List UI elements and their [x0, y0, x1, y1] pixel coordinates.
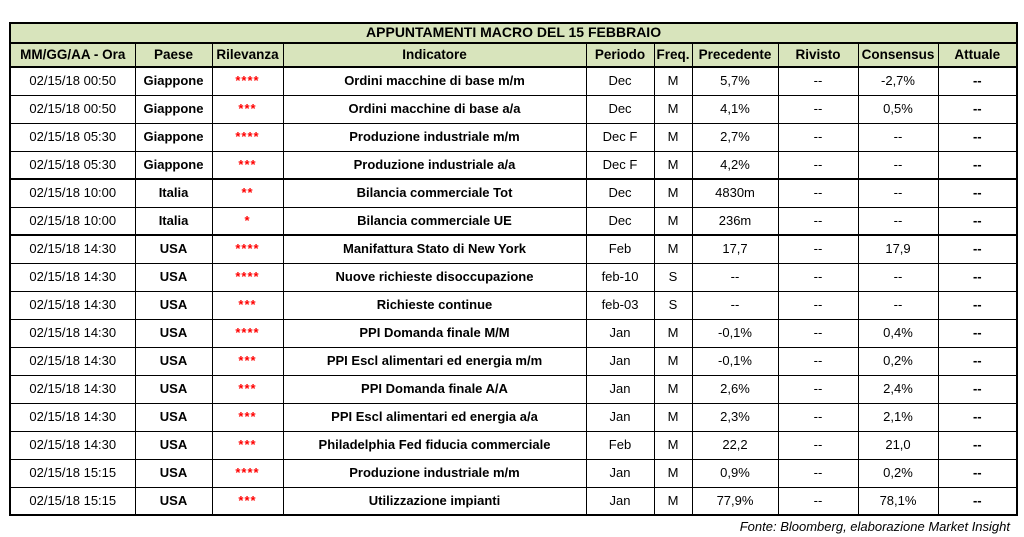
cell-relevance: **	[212, 179, 283, 207]
cell-relevance: ****	[212, 263, 283, 291]
cell-indicator: Ordini macchine di base a/a	[283, 95, 586, 123]
cell-consensus: 0,2%	[858, 459, 938, 487]
cell-period: Jan	[586, 459, 654, 487]
table-row	[10, 431, 1017, 459]
cell-period: Dec	[586, 95, 654, 123]
cell-period: feb-03	[586, 291, 654, 319]
col-header-consensus: Consensus	[858, 43, 938, 67]
cell-period: Dec F	[586, 151, 654, 179]
cell-revised: --	[778, 95, 858, 123]
cell-country: Italia	[135, 179, 212, 207]
cell-freq: S	[654, 291, 692, 319]
cell-period: Dec	[586, 207, 654, 235]
cell-country: USA	[135, 291, 212, 319]
cell-previous: 236m	[692, 207, 778, 235]
table-row	[10, 95, 1017, 123]
cell-indicator: Bilancia commerciale UE	[283, 207, 586, 235]
col-header-period: Periodo	[586, 43, 654, 67]
cell-actual: --	[938, 403, 1017, 431]
cell-freq: M	[654, 235, 692, 263]
cell-revised: --	[778, 319, 858, 347]
col-header-indicator: Indicatore	[283, 43, 586, 67]
cell-indicator: Nuove richieste disoccupazione	[283, 263, 586, 291]
cell-consensus: --	[858, 207, 938, 235]
cell-previous: --	[692, 291, 778, 319]
table-row	[10, 151, 1017, 179]
cell-revised: --	[778, 347, 858, 375]
cell-actual: --	[938, 319, 1017, 347]
cell-previous: 22,2	[692, 431, 778, 459]
table-row	[10, 403, 1017, 431]
cell-actual: --	[938, 151, 1017, 179]
table-row	[10, 207, 1017, 235]
table-row	[10, 375, 1017, 403]
cell-revised: --	[778, 235, 858, 263]
cell-indicator: Produzione industriale m/m	[283, 459, 586, 487]
cell-period: Jan	[586, 319, 654, 347]
cell-consensus: 17,9	[858, 235, 938, 263]
table-row	[10, 487, 1017, 515]
cell-indicator: Utilizzazione impianti	[283, 487, 586, 515]
cell-freq: M	[654, 431, 692, 459]
cell-indicator: Manifattura Stato di New York	[283, 235, 586, 263]
cell-freq: S	[654, 263, 692, 291]
cell-consensus: --	[858, 123, 938, 151]
cell-datetime: 02/15/18 05:30	[10, 123, 135, 151]
col-header-revised: Rivisto	[778, 43, 858, 67]
col-header-freq: Freq.	[654, 43, 692, 67]
cell-actual: --	[938, 459, 1017, 487]
cell-relevance: *	[212, 207, 283, 235]
macro-calendar-table	[9, 22, 1018, 516]
col-header-previous: Precedente	[692, 43, 778, 67]
cell-freq: M	[654, 95, 692, 123]
cell-period: Jan	[586, 403, 654, 431]
cell-period: Dec	[586, 179, 654, 207]
title-row	[10, 23, 1017, 43]
cell-freq: M	[654, 403, 692, 431]
cell-previous: 77,9%	[692, 487, 778, 515]
cell-consensus: 2,1%	[858, 403, 938, 431]
cell-revised: --	[778, 67, 858, 95]
cell-datetime: 02/15/18 14:30	[10, 347, 135, 375]
cell-revised: --	[778, 151, 858, 179]
cell-period: Dec F	[586, 123, 654, 151]
cell-actual: --	[938, 431, 1017, 459]
cell-indicator: Richieste continue	[283, 291, 586, 319]
cell-previous: 4830m	[692, 179, 778, 207]
cell-actual: --	[938, 235, 1017, 263]
cell-previous: --	[692, 263, 778, 291]
cell-actual: --	[938, 67, 1017, 95]
cell-actual: --	[938, 95, 1017, 123]
cell-freq: M	[654, 123, 692, 151]
cell-relevance: ***	[212, 291, 283, 319]
cell-relevance: ***	[212, 95, 283, 123]
cell-revised: --	[778, 207, 858, 235]
cell-actual: --	[938, 263, 1017, 291]
cell-previous: 4,2%	[692, 151, 778, 179]
cell-freq: M	[654, 179, 692, 207]
cell-country: Italia	[135, 207, 212, 235]
cell-period: Feb	[586, 235, 654, 263]
cell-relevance: ****	[212, 67, 283, 95]
cell-relevance: ***	[212, 375, 283, 403]
col-header-relevance: Rilevanza	[212, 43, 283, 67]
cell-freq: M	[654, 487, 692, 515]
cell-datetime: 02/15/18 15:15	[10, 459, 135, 487]
cell-datetime: 02/15/18 10:00	[10, 207, 135, 235]
col-header-datetime: MM/GG/AA - Ora	[10, 43, 135, 67]
cell-freq: M	[654, 347, 692, 375]
table-row	[10, 67, 1017, 95]
cell-relevance: ****	[212, 459, 283, 487]
cell-indicator: Philadelphia Fed fiducia commerciale	[283, 431, 586, 459]
cell-datetime: 02/15/18 14:30	[10, 375, 135, 403]
cell-period: Jan	[586, 375, 654, 403]
cell-previous: 17,7	[692, 235, 778, 263]
cell-datetime: 02/15/18 14:30	[10, 263, 135, 291]
cell-datetime: 02/15/18 00:50	[10, 95, 135, 123]
cell-indicator: PPI Escl alimentari ed energia a/a	[283, 403, 586, 431]
cell-previous: 4,1%	[692, 95, 778, 123]
cell-consensus: 21,0	[858, 431, 938, 459]
col-header-country: Paese	[135, 43, 212, 67]
cell-indicator: PPI Domanda finale M/M	[283, 319, 586, 347]
cell-previous: 2,7%	[692, 123, 778, 151]
cell-revised: --	[778, 375, 858, 403]
cell-country: Giappone	[135, 67, 212, 95]
cell-country: USA	[135, 487, 212, 515]
cell-previous: 2,6%	[692, 375, 778, 403]
cell-country: Giappone	[135, 123, 212, 151]
cell-consensus: 0,5%	[858, 95, 938, 123]
cell-previous: 0,9%	[692, 459, 778, 487]
cell-datetime: 02/15/18 05:30	[10, 151, 135, 179]
cell-consensus: 0,2%	[858, 347, 938, 375]
cell-indicator: Ordini macchine di base m/m	[283, 67, 586, 95]
cell-previous: -0,1%	[692, 347, 778, 375]
table-row	[10, 459, 1017, 487]
cell-revised: --	[778, 431, 858, 459]
cell-revised: --	[778, 403, 858, 431]
col-header-actual: Attuale	[938, 43, 1017, 67]
cell-country: USA	[135, 403, 212, 431]
cell-datetime: 02/15/18 14:30	[10, 431, 135, 459]
cell-indicator: Bilancia commerciale Tot	[283, 179, 586, 207]
cell-relevance: ***	[212, 347, 283, 375]
cell-consensus: --	[858, 179, 938, 207]
cell-datetime: 02/15/18 14:30	[10, 291, 135, 319]
cell-relevance: ****	[212, 319, 283, 347]
cell-actual: --	[938, 291, 1017, 319]
cell-country: Giappone	[135, 95, 212, 123]
cell-relevance: ***	[212, 403, 283, 431]
cell-revised: --	[778, 123, 858, 151]
cell-freq: M	[654, 459, 692, 487]
cell-indicator: Produzione industriale a/a	[283, 151, 586, 179]
cell-revised: --	[778, 179, 858, 207]
cell-freq: M	[654, 151, 692, 179]
cell-country: USA	[135, 319, 212, 347]
cell-period: Feb	[586, 431, 654, 459]
cell-freq: M	[654, 319, 692, 347]
table-row	[10, 235, 1017, 263]
cell-revised: --	[778, 291, 858, 319]
cell-period: feb-10	[586, 263, 654, 291]
cell-relevance: ***	[212, 431, 283, 459]
cell-previous: 2,3%	[692, 403, 778, 431]
cell-consensus: --	[858, 151, 938, 179]
cell-datetime: 02/15/18 14:30	[10, 403, 135, 431]
table-row	[10, 179, 1017, 207]
cell-previous: 5,7%	[692, 67, 778, 95]
cell-indicator: PPI Domanda finale A/A	[283, 375, 586, 403]
cell-actual: --	[938, 179, 1017, 207]
cell-country: USA	[135, 459, 212, 487]
cell-country: USA	[135, 235, 212, 263]
table-row	[10, 123, 1017, 151]
table-row	[10, 291, 1017, 319]
cell-freq: M	[654, 67, 692, 95]
cell-consensus: 78,1%	[858, 487, 938, 515]
header-row	[10, 43, 1017, 67]
cell-country: USA	[135, 347, 212, 375]
cell-actual: --	[938, 487, 1017, 515]
table-row	[10, 347, 1017, 375]
cell-actual: --	[938, 207, 1017, 235]
cell-country: USA	[135, 431, 212, 459]
cell-period: Jan	[586, 487, 654, 515]
table-row	[10, 263, 1017, 291]
table-row	[10, 319, 1017, 347]
cell-country: USA	[135, 375, 212, 403]
cell-indicator: PPI Escl alimentari ed energia m/m	[283, 347, 586, 375]
cell-relevance: ***	[212, 487, 283, 515]
cell-period: Jan	[586, 347, 654, 375]
cell-previous: -0,1%	[692, 319, 778, 347]
cell-relevance: ***	[212, 151, 283, 179]
cell-country: USA	[135, 263, 212, 291]
cell-indicator: Produzione industriale m/m	[283, 123, 586, 151]
cell-freq: M	[654, 375, 692, 403]
cell-revised: --	[778, 263, 858, 291]
cell-revised: --	[778, 487, 858, 515]
cell-datetime: 02/15/18 14:30	[10, 235, 135, 263]
source-note: Fonte: Bloomberg, elaborazione Market Insight	[739, 519, 1010, 534]
cell-actual: --	[938, 347, 1017, 375]
cell-consensus: --	[858, 291, 938, 319]
cell-country: Giappone	[135, 151, 212, 179]
cell-consensus: 2,4%	[858, 375, 938, 403]
cell-period: Dec	[586, 67, 654, 95]
cell-relevance: ****	[212, 235, 283, 263]
cell-relevance: ****	[212, 123, 283, 151]
cell-consensus: 0,4%	[858, 319, 938, 347]
table-title: APPUNTAMENTI MACRO DEL 15 FEBBRAIO	[10, 23, 1017, 43]
cell-actual: --	[938, 123, 1017, 151]
cell-revised: --	[778, 459, 858, 487]
cell-actual: --	[938, 375, 1017, 403]
cell-datetime: 02/15/18 00:50	[10, 67, 135, 95]
cell-datetime: 02/15/18 10:00	[10, 179, 135, 207]
cell-freq: M	[654, 207, 692, 235]
cell-datetime: 02/15/18 15:15	[10, 487, 135, 515]
cell-datetime: 02/15/18 14:30	[10, 319, 135, 347]
cell-consensus: -2,7%	[858, 67, 938, 95]
cell-consensus: --	[858, 263, 938, 291]
